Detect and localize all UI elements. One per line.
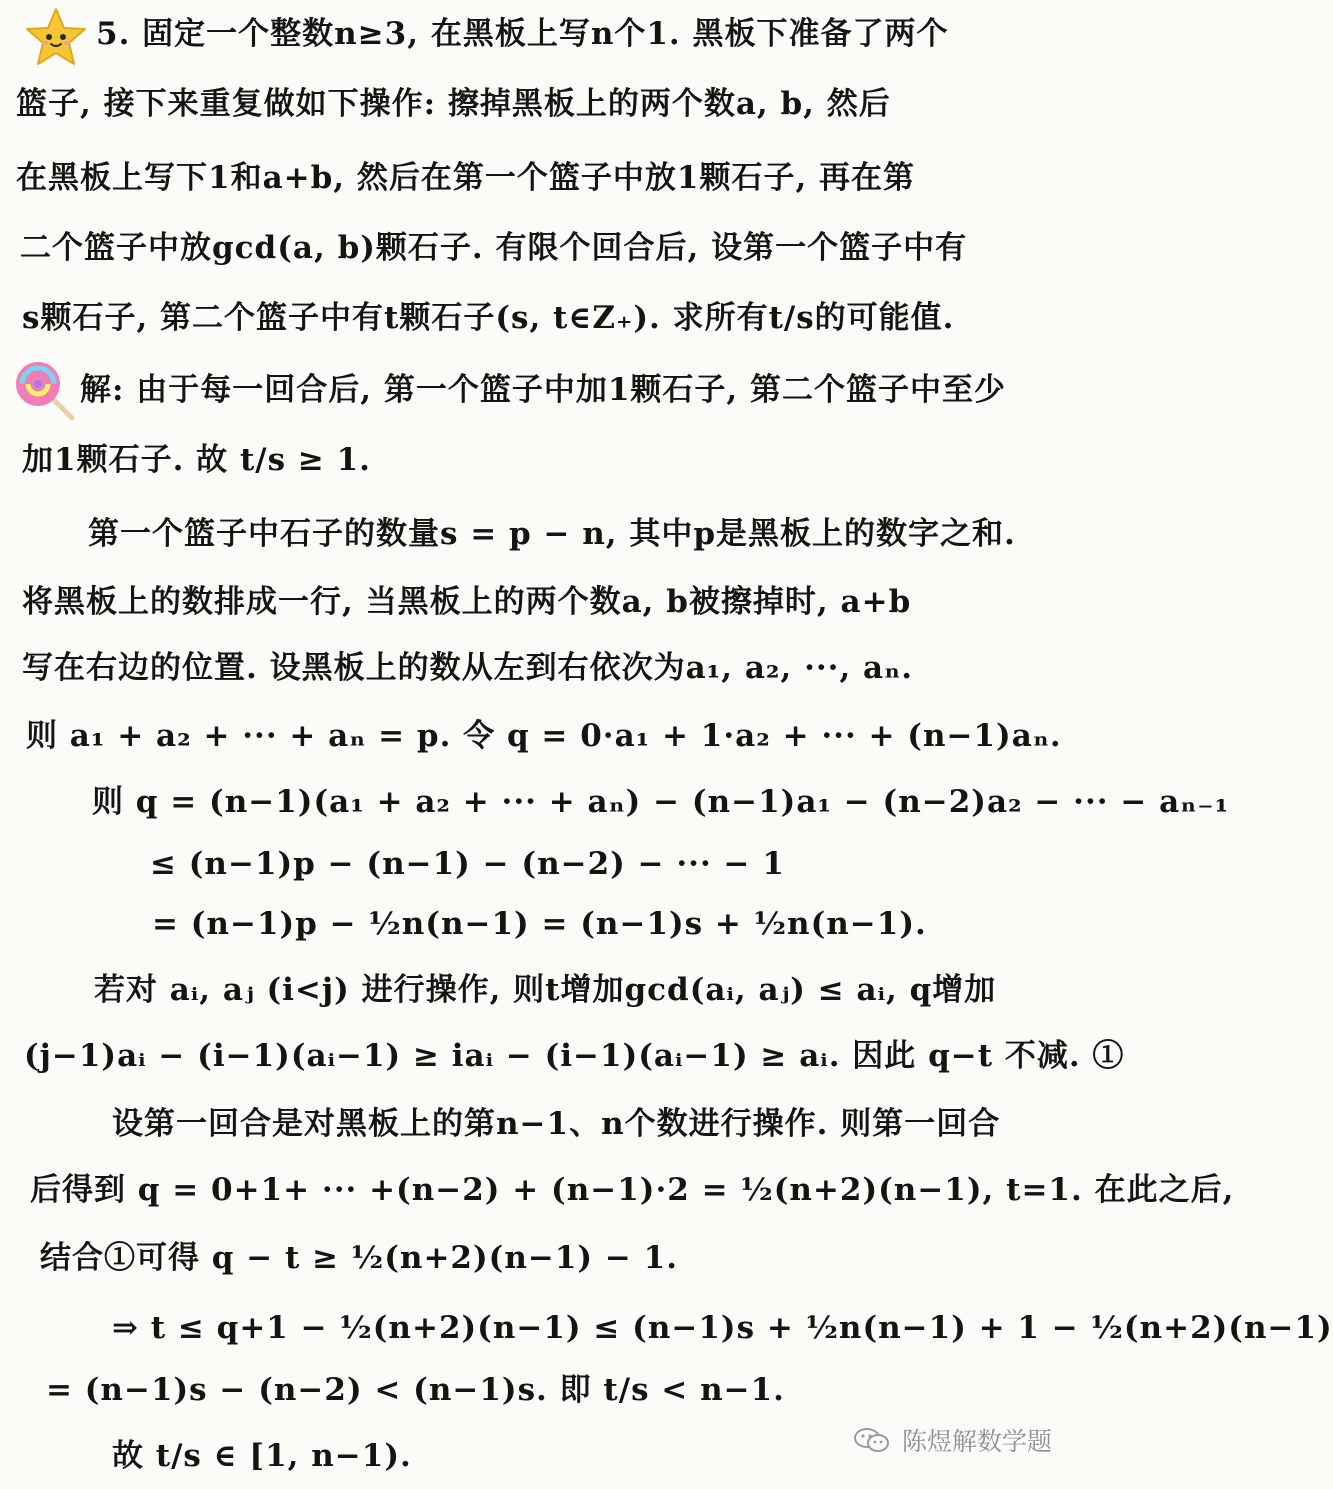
- solution-line-4: 将黑板上的数排成一行, 当黑板上的两个数a, b被擦掉时, a+b: [22, 584, 912, 620]
- watermark-text: 陈煜解数学题: [901, 1428, 1052, 1456]
- solution-line-1: 解: 由于每一回合后, 第一个篮子中加1颗石子, 第二个篮子中至少: [80, 372, 1006, 408]
- solution-line-14: 结合①可得 q − t ≥ ½(n+2)(n−1) − 1.: [40, 1240, 678, 1276]
- solution-line-5: 写在右边的位置. 设黑板上的数从左到右依次为a₁, a₂, ···, aₙ.: [22, 650, 914, 686]
- solution-line-9: = (n−1)p − ½n(n−1) = (n−1)s + ½n(n−1).: [152, 906, 927, 942]
- solution-line-12: 设第一回合是对黑板上的第n−1、n个数进行操作. 则第一回合: [112, 1106, 1001, 1142]
- problem-line-4: 二个篮子中放gcd(a, b)颗石子. 有限个回合后, 设第一个篮子中有: [20, 230, 968, 266]
- solution-line-2: 加1颗石子. 故 t/s ≥ 1.: [22, 442, 371, 478]
- solution-line-17: 故 t/s ∈ [1, n−1).: [112, 1438, 412, 1474]
- lollipop-icon: [12, 358, 78, 424]
- solution-line-6: 则 a₁ + a₂ + ··· + aₙ = p. 令 q = 0·a₁ + 1·a₂ + ··· + (n−1)aₙ.: [26, 718, 1062, 754]
- star-icon: [24, 6, 88, 68]
- problem-line-3: 在黑板上写下1和a+b, 然后在第一个篮子中放1颗石子, 再在第: [16, 160, 916, 196]
- problem-line-1: 5. 固定一个整数n≥3, 在黑板上写n个1. 黑板下准备了两个: [96, 16, 949, 52]
- solution-line-16: = (n−1)s − (n−2) < (n−1)s. 即 t/s < n−1.: [46, 1372, 785, 1408]
- problem-line-5: s颗石子, 第二个篮子中有t颗石子(s, t∈Z₊). 求所有t/s的可能值.: [22, 300, 955, 336]
- solution-line-11: (j−1)aᵢ − (i−1)(aᵢ−1) ≥ iaᵢ − (i−1)(aᵢ−1) ≥ aᵢ. 因此 q−t 不减. ①: [24, 1038, 1125, 1074]
- solution-line-15: ⇒ t ≤ q+1 − ½(n+2)(n−1) ≤ (n−1)s + ½n(n−1) + 1 − ½(n+2)(n−1): [112, 1310, 1333, 1346]
- wechat-icon: [852, 1426, 892, 1454]
- solution-line-8: ≤ (n−1)p − (n−1) − (n−2) − ··· − 1: [150, 846, 785, 882]
- solution-line-3: 第一个篮子中石子的数量s = p − n, 其中p是黑板上的数字之和.: [88, 516, 1016, 552]
- solution-line-10: 若对 aᵢ, aⱼ (i<j) 进行操作, 则t增加gcd(aᵢ, aⱼ) ≤ aᵢ, q增加: [94, 972, 997, 1008]
- watermark: [852, 1420, 1052, 1460]
- solution-line-13: 后得到 q = 0+1+ ··· +(n−2) + (n−1)·2 = ½(n+2)(n−1), t=1. 在此之后,: [30, 1172, 1235, 1208]
- solution-line-7: 则 q = (n−1)(a₁ + a₂ + ··· + aₙ) − (n−1)a₁ − (n−2)a₂ − ··· − aₙ₋₁: [92, 784, 1230, 820]
- problem-line-2: 篮子, 接下来重复做如下操作: 擦掉黑板上的两个数a, b, 然后: [16, 86, 891, 122]
